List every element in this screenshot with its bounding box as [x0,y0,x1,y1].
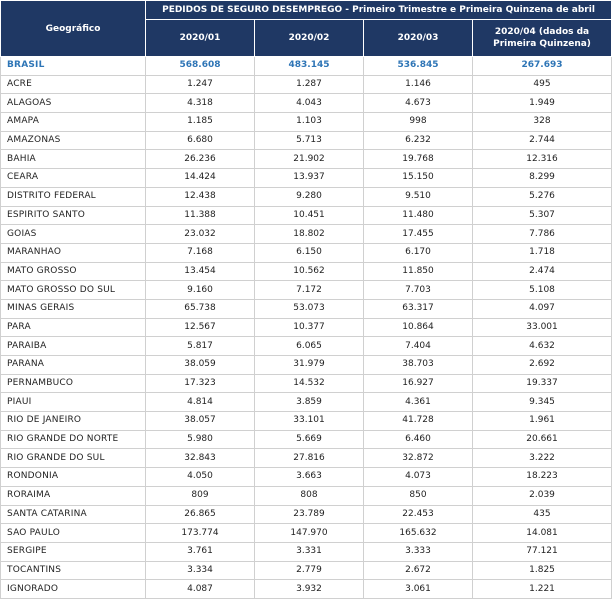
value-cell: 809 [146,486,255,505]
value-cell: 13.937 [255,169,364,188]
value-cell: 27.816 [255,449,364,468]
value-cell: 2.039 [473,486,612,505]
region-name-cell: ESPIRITO SANTO [1,206,146,225]
value-cell: 173.774 [146,524,255,543]
value-cell: 4.087 [146,580,255,599]
value-cell: 8.299 [473,169,612,188]
value-cell: 3.663 [255,468,364,487]
value-cell: 3.334 [146,561,255,580]
value-cell: 16.927 [364,374,473,393]
value-cell: 17.323 [146,374,255,393]
value-cell: 4.673 [364,94,473,113]
value-cell: 14.081 [473,524,612,543]
value-cell: 4.632 [473,337,612,356]
table-row [1,318,612,337]
value-cell: 32.872 [364,449,473,468]
region-name-cell: MINAS GERAIS [1,299,146,318]
value-cell: 9.280 [255,187,364,206]
value-cell: 18.223 [473,468,612,487]
value-cell: 23.032 [146,225,255,244]
value-cell: 850 [364,486,473,505]
table-row [1,131,612,150]
value-cell: 4.361 [364,393,473,412]
value-cell: 23.789 [255,505,364,524]
region-name-cell: RORAIMA [1,486,146,505]
value-cell: 31.979 [255,356,364,375]
region-name-cell: PERNAMBUCO [1,374,146,393]
table-row [1,374,612,393]
table-row [1,169,612,188]
region-name-cell: RIO DE JANEIRO [1,412,146,431]
value-cell: 1.718 [473,243,612,262]
value-cell: 5.276 [473,187,612,206]
region-name-cell: PARA [1,318,146,337]
table-row [1,449,612,468]
table-row [1,393,612,412]
value-cell: 19.337 [473,374,612,393]
value-cell: 11.388 [146,206,255,225]
table-row [1,524,612,543]
table-super-title: PEDIDOS DE SEGURO DESEMPREGO - Primeiro Trimestre e Primeira Quinzena de abril [146,1,612,20]
table-header [1,1,612,57]
region-name-cell: DISTRITO FEDERAL [1,187,146,206]
value-cell: 267.693 [473,57,612,76]
region-name-cell: BRASIL [1,57,146,76]
table-row [1,468,612,487]
value-cell: 6.065 [255,337,364,356]
value-cell: 568.608 [146,57,255,76]
value-cell: 9.160 [146,281,255,300]
table-row-total [1,57,612,76]
value-cell: 6.150 [255,243,364,262]
value-cell: 7.168 [146,243,255,262]
value-cell: 1.961 [473,412,612,431]
column-header-2020-03: 2020/03 [364,20,473,57]
geo-column-header: Geográfico [1,1,146,57]
value-cell: 22.453 [364,505,473,524]
value-cell: 3.061 [364,580,473,599]
table-row [1,262,612,281]
value-cell: 5.817 [146,337,255,356]
value-cell: 1.146 [364,75,473,94]
value-cell: 7.786 [473,225,612,244]
region-name-cell: SAO PAULO [1,524,146,543]
value-cell: 1.287 [255,75,364,94]
column-header-2020-04: 2020/04 (dados da Primeira Quinzena) [473,20,612,57]
value-cell: 6.232 [364,131,473,150]
value-cell: 5.108 [473,281,612,300]
region-name-cell: MATO GROSSO [1,262,146,281]
value-cell: 33.101 [255,412,364,431]
table-row [1,299,612,318]
value-cell: 10.377 [255,318,364,337]
region-name-cell: PARANA [1,356,146,375]
value-cell: 4.073 [364,468,473,487]
value-cell: 5.713 [255,131,364,150]
value-cell: 5.980 [146,430,255,449]
value-cell: 14.532 [255,374,364,393]
region-name-cell: AMAZONAS [1,131,146,150]
value-cell: 15.150 [364,169,473,188]
table-row [1,505,612,524]
value-cell: 1.221 [473,580,612,599]
value-cell: 63.317 [364,299,473,318]
table-row [1,225,612,244]
value-cell: 6.460 [364,430,473,449]
region-name-cell: CEARA [1,169,146,188]
value-cell: 5.669 [255,430,364,449]
value-cell: 7.172 [255,281,364,300]
value-cell: 1.247 [146,75,255,94]
table-row [1,150,612,169]
value-cell: 21.902 [255,150,364,169]
value-cell: 483.145 [255,57,364,76]
value-cell: 328 [473,113,612,132]
value-cell: 7.404 [364,337,473,356]
value-cell: 26.236 [146,150,255,169]
value-cell: 14.424 [146,169,255,188]
value-cell: 1.103 [255,113,364,132]
value-cell: 10.451 [255,206,364,225]
value-cell: 6.680 [146,131,255,150]
value-cell: 3.222 [473,449,612,468]
value-cell: 9.345 [473,393,612,412]
value-cell: 2.779 [255,561,364,580]
region-name-cell: AMAPA [1,113,146,132]
value-cell: 147.970 [255,524,364,543]
table-body [1,57,612,599]
table-row [1,580,612,599]
region-name-cell: MATO GROSSO DO SUL [1,281,146,300]
value-cell: 4.050 [146,468,255,487]
table-row [1,243,612,262]
value-cell: 38.057 [146,412,255,431]
table-row [1,561,612,580]
value-cell: 32.843 [146,449,255,468]
value-cell: 3.333 [364,542,473,561]
value-cell: 38.703 [364,356,473,375]
region-name-cell: SERGIPE [1,542,146,561]
region-name-cell: GOIAS [1,225,146,244]
column-header-2020-02: 2020/02 [255,20,364,57]
region-name-cell: ACRE [1,75,146,94]
value-cell: 536.845 [364,57,473,76]
value-cell: 2.692 [473,356,612,375]
value-cell: 10.864 [364,318,473,337]
value-cell: 12.438 [146,187,255,206]
table-row [1,113,612,132]
value-cell: 1.949 [473,94,612,113]
table-row [1,412,612,431]
region-name-cell: PARAIBA [1,337,146,356]
table-row [1,430,612,449]
value-cell: 7.703 [364,281,473,300]
region-name-cell: SANTA CATARINA [1,505,146,524]
value-cell: 77.121 [473,542,612,561]
value-cell: 4.097 [473,299,612,318]
value-cell: 65.738 [146,299,255,318]
value-cell: 33.001 [473,318,612,337]
value-cell: 808 [255,486,364,505]
value-cell: 12.567 [146,318,255,337]
value-cell: 26.865 [146,505,255,524]
value-cell: 1.185 [146,113,255,132]
region-name-cell: BAHIA [1,150,146,169]
value-cell: 19.768 [364,150,473,169]
value-cell: 10.562 [255,262,364,281]
value-cell: 17.455 [364,225,473,244]
region-name-cell: ALAGOAS [1,94,146,113]
value-cell: 1.825 [473,561,612,580]
value-cell: 2.672 [364,561,473,580]
value-cell: 4.814 [146,393,255,412]
value-cell: 4.043 [255,94,364,113]
region-name-cell: RIO GRANDE DO SUL [1,449,146,468]
table-row [1,281,612,300]
value-cell: 5.307 [473,206,612,225]
value-cell: 165.632 [364,524,473,543]
table-row [1,75,612,94]
region-name-cell: RIO GRANDE DO NORTE [1,430,146,449]
table-row [1,187,612,206]
value-cell: 11.850 [364,262,473,281]
value-cell: 11.480 [364,206,473,225]
value-cell: 3.761 [146,542,255,561]
value-cell: 435 [473,505,612,524]
value-cell: 18.802 [255,225,364,244]
region-name-cell: PIAUI [1,393,146,412]
table-row [1,542,612,561]
value-cell: 20.661 [473,430,612,449]
table-row [1,94,612,113]
column-header-2020-01: 2020/01 [146,20,255,57]
value-cell: 12.316 [473,150,612,169]
value-cell: 2.744 [473,131,612,150]
region-name-cell: RONDONIA [1,468,146,487]
value-cell: 9.510 [364,187,473,206]
value-cell: 41.728 [364,412,473,431]
value-cell: 13.454 [146,262,255,281]
region-name-cell: MARANHAO [1,243,146,262]
value-cell: 998 [364,113,473,132]
value-cell: 3.932 [255,580,364,599]
value-cell: 2.474 [473,262,612,281]
table-row [1,337,612,356]
value-cell: 495 [473,75,612,94]
value-cell: 3.859 [255,393,364,412]
table-row [1,206,612,225]
value-cell: 38.059 [146,356,255,375]
table-row [1,356,612,375]
value-cell: 3.331 [255,542,364,561]
table-row [1,486,612,505]
value-cell: 4.318 [146,94,255,113]
region-name-cell: IGNORADO [1,580,146,599]
region-name-cell: TOCANTINS [1,561,146,580]
value-cell: 6.170 [364,243,473,262]
value-cell: 53.073 [255,299,364,318]
